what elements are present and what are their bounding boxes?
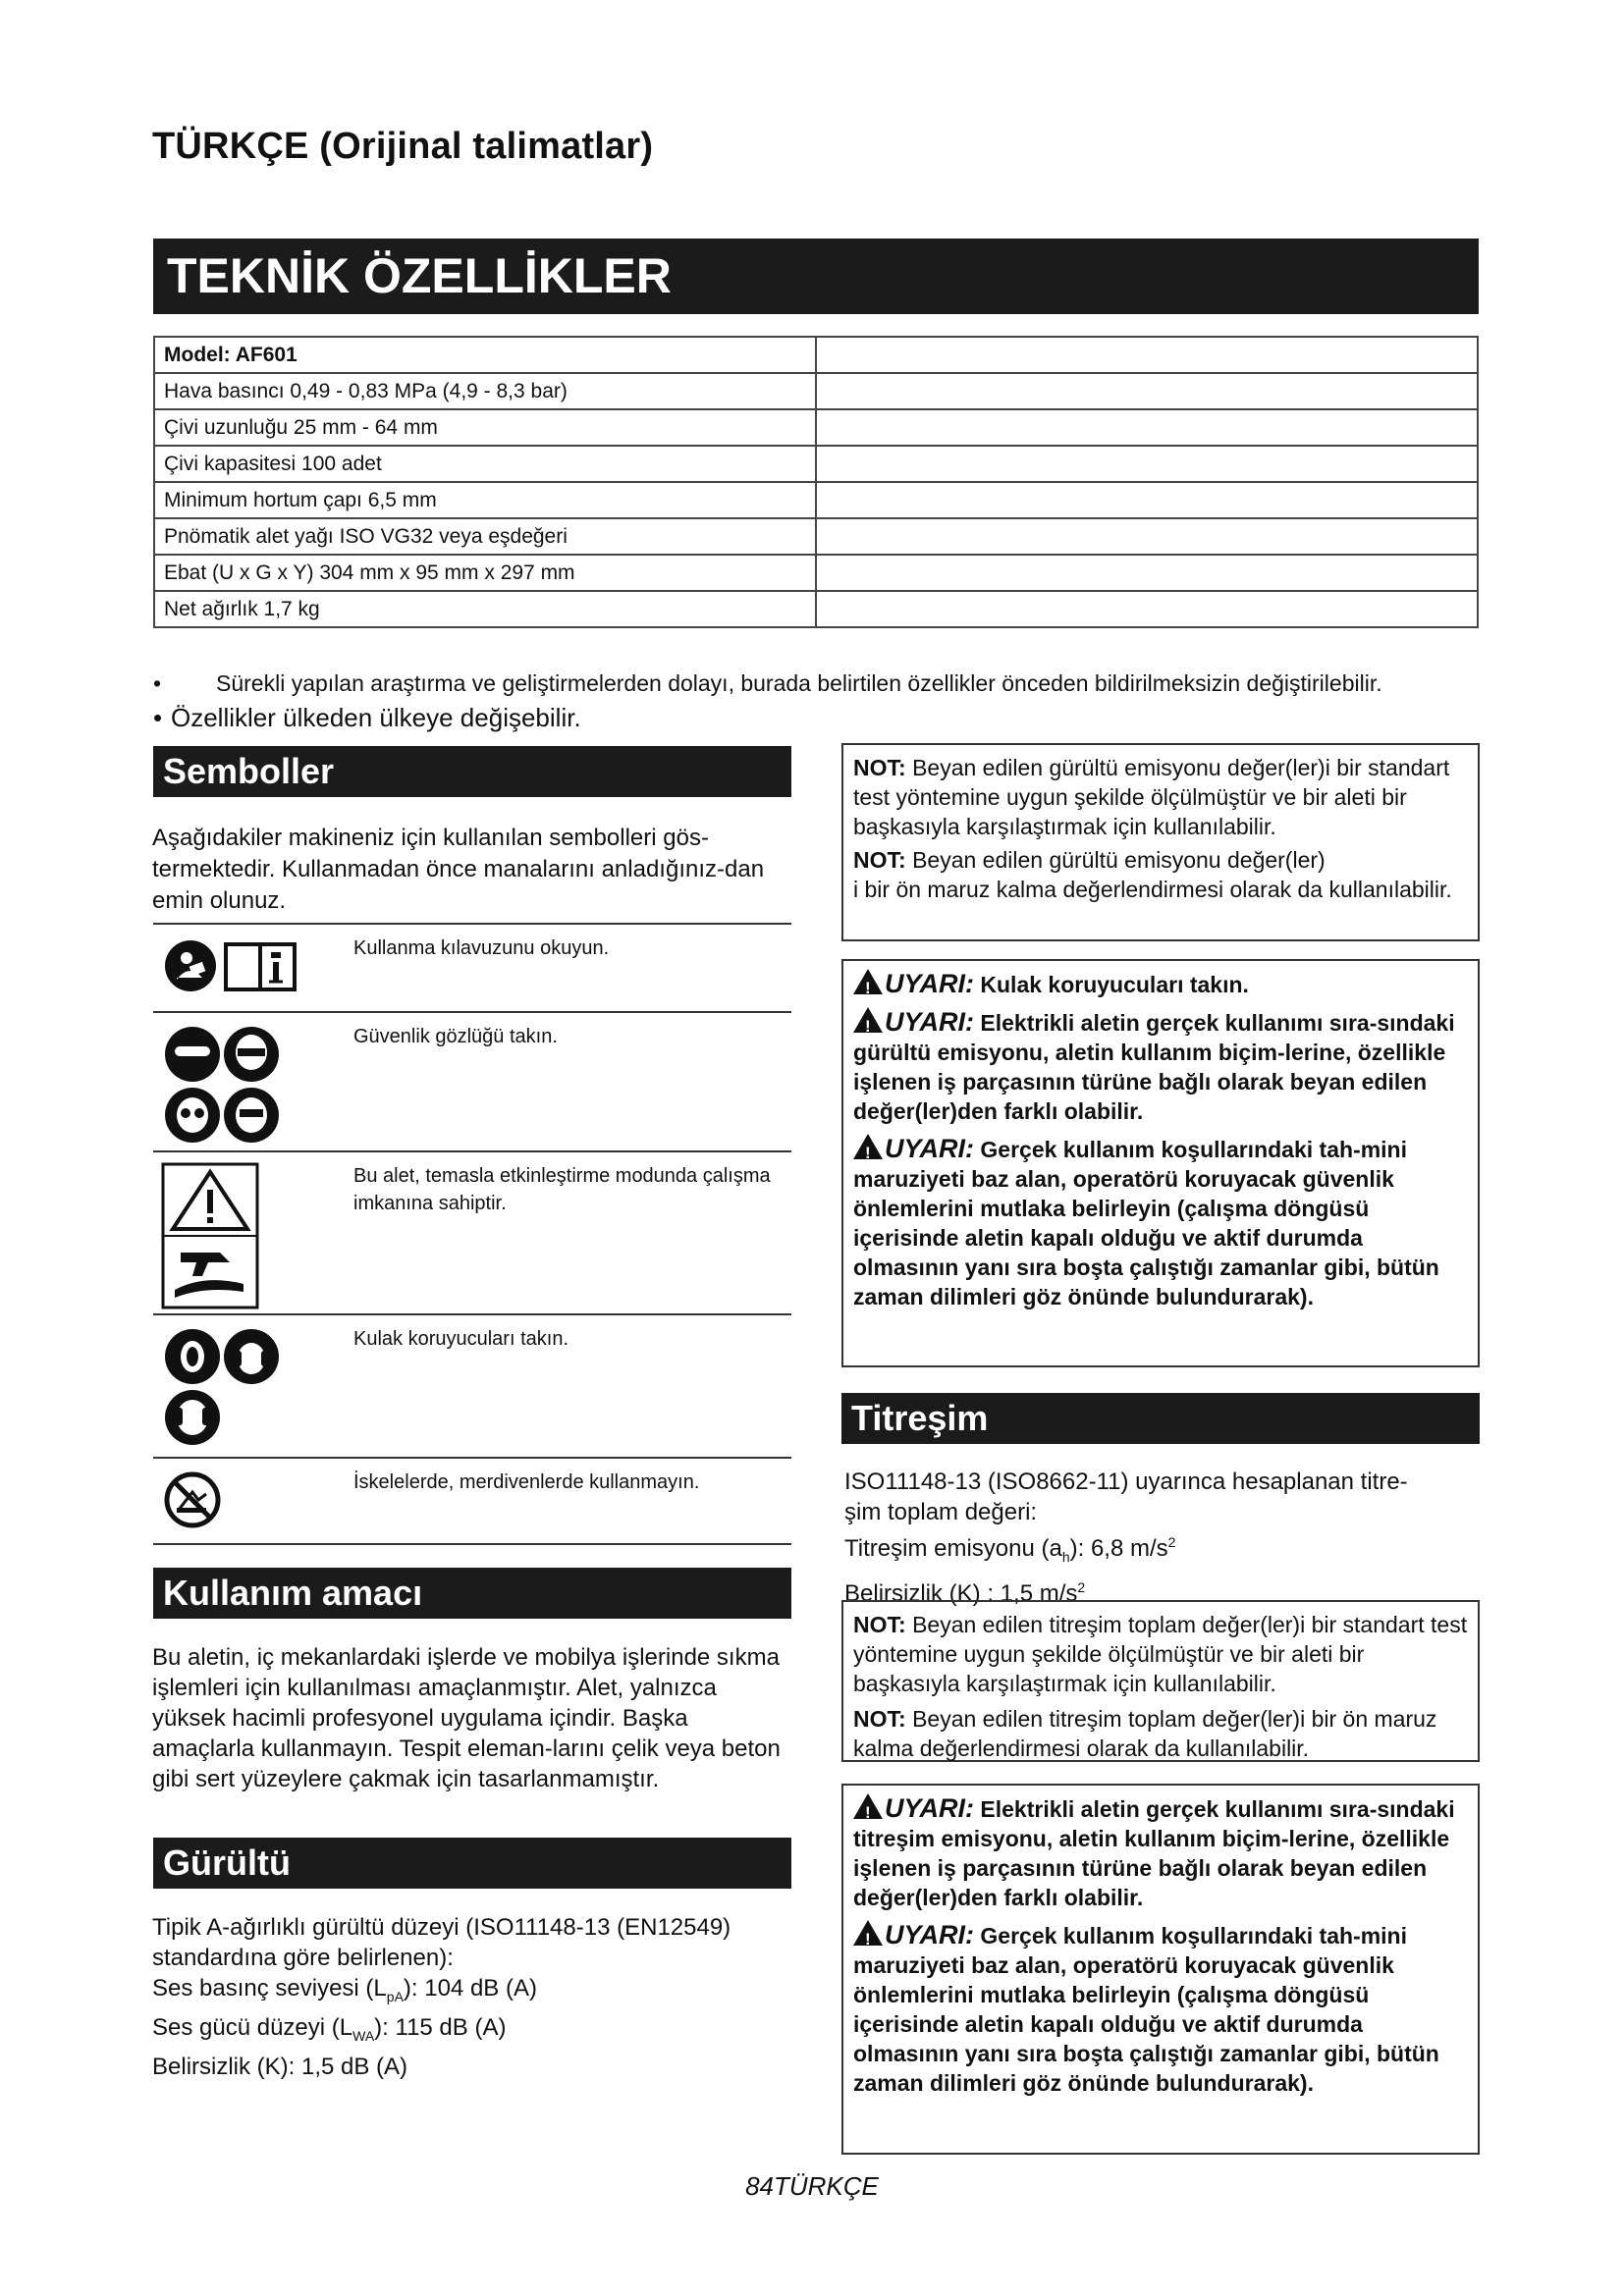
spec-empty-cell [816, 555, 1478, 591]
spec-empty-cell [816, 373, 1478, 409]
noise-warning-1 [853, 969, 1468, 999]
noise-uncertainty: Belirsizlik (K): 1,5 dB (A) [152, 2053, 408, 2080]
vibration-warning-2 [853, 1920, 1468, 2098]
symbols-intro: Aşağıdakiler makineniz için kullanılan sembolleri gös-termektedir. Kullanmadan önce manalarını anladığınız-dan emin olunuz. [152, 825, 765, 914]
no-scaffold-icon [161, 1468, 224, 1536]
noise-value: ): 104 dB (A) [403, 1975, 537, 2002]
symbol-text: Güvenlik gözlüğü takın. [353, 1026, 558, 1047]
bullet-dot: • [153, 703, 163, 732]
read-manual-icon [161, 934, 308, 1000]
warning-icon [853, 1920, 883, 1946]
note-text: Beyan edilen gürültü emisyonu değer(ler) [912, 847, 1326, 873]
vibration-heading: Titreşim [841, 1393, 1480, 1444]
safety-glasses-icon [161, 1023, 289, 1150]
spec-cell: Hava basıncı 0,49 - 0,83 MPa (4,9 - 8,3 bar) [154, 373, 816, 409]
spec-empty-cell [816, 518, 1478, 555]
spec-bullet-1 [153, 670, 1489, 697]
vibration-warning-1 [853, 1793, 1468, 1912]
spec-cell: Pnömatik alet yağı ISO VG32 veya eşdeğeri [154, 518, 816, 555]
warning-text: Gerçek kullanım koşullarındaki tah-mini maruziyeti baz alan, operatörü koruyacak güvenlik önlemlerini mutlaka belirleyin (çalışma döngüsü içerisinde aletin kapalı olduğu ve aktif durumda olmasının yanı sıra boşta çalıştığı zamanlar gibi, bütün zaman dilimleri göz önünde bulundurarak). [853, 1137, 1439, 1309]
spec-cell: Ebat (U x G x Y) 304 mm x 95 mm x 297 mm [154, 555, 816, 591]
noise-warning-box [841, 959, 1480, 1367]
symbols-heading: Semboller [153, 746, 791, 797]
warning-icon [853, 1793, 883, 1819]
table-row [154, 337, 1478, 373]
table-row [154, 482, 1478, 518]
spec-empty-cell [816, 337, 1478, 373]
intended-use-text: Bu aletin, iç mekanlardaki işlerde ve mobilya işlerinde sıkma işlemleri için kullanılması amaçlanmıştır. Alet, yalnızca yüksek hacimli profesyonel uygulama içindir. Başka amaçlarla kullanmayın. Tespit eleman-larını çelik veya beton gibi sert yüzeylere çakmak için tasarlanmamıştır. [152, 1644, 781, 1792]
vibration-line: ISO11148-13 (ISO8662-11) uyarınca hesaplanan titre- [844, 1468, 1408, 1495]
noise-label: Ses gücü düzeyi (L [152, 2013, 353, 2041]
noise-line: Tipik A-ağırlıklı gürültü düzeyi (ISO11148-13 (EN12549) [152, 1914, 731, 1941]
table-row [154, 591, 1478, 627]
symbol-text: Kulak koruyucuları takın. [353, 1328, 568, 1350]
specs-heading: TEKNİK ÖZELLİKLER [153, 239, 1479, 314]
warning-icon [853, 1134, 883, 1159]
vibration-value: Belirsizlik (K) : 1,5 m/s [844, 1579, 1078, 1607]
page-number: 84TÜRKÇE [745, 2171, 879, 2201]
contact-actuation-warning-icon [161, 1162, 259, 1314]
warning-icon [853, 1007, 883, 1033]
noise-text [152, 1912, 800, 2082]
page-language-title: TÜRKÇE (Orijinal talimatlar) [152, 126, 654, 167]
warning-label: UYARI: [885, 1920, 974, 1949]
subscript: pA [386, 1988, 404, 2004]
warning-label: UYARI: [885, 1134, 974, 1163]
table-row [154, 373, 1478, 409]
warning-text: Gerçek kullanım koşullarındaki tah-mini maruziyeti baz alan, operatörü koruyacak güvenlik önlemlerini mutlaka belirleyin (çalışma döngüsü içerisinde aletin kapalı olduğu ve aktif durumda olmasının yanı sıra boşta çalıştığı zamanlar gibi, bütün zaman dilimleri göz önünde bulundurarak). [853, 1923, 1439, 2096]
noise-label: Ses basınç seviyesi (L [152, 1975, 387, 2002]
bullet-text: Sürekli yapılan araştırma ve geliştirmelerden dolayı, burada belirtilen özellikler önceden bildirilmeksizin değiştirilebilir. [216, 670, 1382, 696]
warning-text: Elektrikli aletin gerçek kullanımı sıra-sındaki gürültü emisyonu, aletin kullanım biçim-lerine, özellikle işlenen iş parçasının türüne bağlı olarak beyan edilen değer(ler)den farklı olabilir. [853, 1010, 1455, 1124]
vibration-note-box [841, 1600, 1480, 1762]
table-row [154, 409, 1478, 446]
vibration-value: ): 6,8 m/s [1069, 1535, 1168, 1562]
note-label: NOT: [853, 1612, 906, 1637]
symbol-row [153, 1313, 791, 1459]
spec-empty-cell [816, 482, 1478, 518]
warning-label: UYARI: [885, 1007, 974, 1037]
vibration-text [844, 1467, 1483, 1609]
spec-cell: Model: AF601 [154, 337, 816, 373]
spec-cell: Çivi kapasitesi 100 adet [154, 446, 816, 482]
symbol-text: Bu alet, temasla etkinleştirme modunda çalışma imkanına sahiptir. [353, 1165, 771, 1214]
specs-table [153, 336, 1479, 628]
spec-empty-cell [816, 591, 1478, 627]
symbol-row [153, 923, 791, 1013]
note-label: NOT: [853, 1706, 906, 1732]
vibration-label: Titreşim emisyonu (a [844, 1535, 1062, 1562]
vibration-note-2 [853, 1704, 1468, 1763]
bullet-text: Özellikler ülkeden ülkeye değişebilir. [171, 703, 581, 732]
note-text: Beyan edilen titreşim toplam değer(ler)i bir standart test yöntemine uygun şekilde ölçülmüştür ve bir aleti bir başkasıyla karşılaştırmak için kullanılabilir. [853, 1612, 1468, 1696]
noise-value: ): 115 dB (A) [374, 2013, 507, 2041]
sound-power-level [152, 2012, 800, 2052]
table-row [154, 555, 1478, 591]
warning-text: Kulak koruyucuları takın. [980, 972, 1249, 997]
warning-text: Elektrikli aletin gerçek kullanımı sıra-sındaki titreşim emisyonu, aletin kullanım biçim-lerine, özellikle işlenen iş parçasının türüne bağlı olarak beyan edilen değer(ler)den farklı olabilir. [853, 1796, 1455, 1910]
spec-cell: Net ağırlık 1,7 kg [154, 591, 816, 627]
note-label: NOT: [853, 755, 906, 780]
noise-note-2 [853, 845, 1468, 904]
symbol-row [153, 1457, 791, 1545]
symbol-row [153, 1150, 791, 1315]
table-row [154, 518, 1478, 555]
note-text: Beyan edilen titreşim toplam değer(ler)i bir ön maruz kalma değerlendirmesi olarak da kullanılabilir. [853, 1706, 1437, 1761]
superscript: 2 [1167, 1534, 1176, 1550]
ear-protection-icon [161, 1325, 289, 1458]
noise-warning-3 [853, 1134, 1468, 1311]
noise-warning-2 [853, 1007, 1468, 1126]
spec-bullet-2 [153, 703, 581, 733]
sound-pressure-level [152, 1973, 800, 2012]
note-text: i bir ön maruz kalma değerlendirmesi olarak da kullanılabilir. [853, 877, 1452, 902]
noise-note-box [841, 743, 1480, 941]
subscript: h [1061, 1548, 1070, 1565]
vibration-line: şim toplam değeri: [844, 1499, 1038, 1525]
noise-line: standardına göre belirlenen): [152, 1945, 454, 1971]
superscript: 2 [1077, 1578, 1086, 1595]
symbol-row [153, 1011, 791, 1152]
symbol-text: İskelelerde, merdivenlerde kullanmayın. [353, 1471, 700, 1493]
vibration-warning-box [841, 1784, 1480, 2155]
symbol-text: Kullanma kılavuzunu okuyun. [353, 937, 610, 959]
subscript: WA [352, 2027, 375, 2044]
noise-note-1 [853, 753, 1468, 841]
bullet-dot: • [153, 670, 162, 696]
intended-use-heading: Kullanım amacı [153, 1568, 791, 1619]
warning-label: UYARI: [885, 1793, 974, 1823]
vibration-emission [844, 1527, 1483, 1573]
spec-empty-cell [816, 409, 1478, 446]
table-row [154, 446, 1478, 482]
noise-heading: Gürültü [153, 1838, 791, 1889]
spec-cell: Minimum hortum çapı 6,5 mm [154, 482, 816, 518]
note-text: Beyan edilen gürültü emisyonu değer(ler)i bir standart test yöntemine uygun şekilde ölçülmüştür ve bir aleti bir başkasıyla karşılaştırmak için kullanılabilir. [853, 755, 1450, 839]
warning-icon [853, 969, 883, 994]
spec-cell: Çivi uzunluğu 25 mm - 64 mm [154, 409, 816, 446]
note-label: NOT: [853, 847, 906, 873]
warning-label: UYARI: [885, 969, 974, 998]
spec-empty-cell [816, 446, 1478, 482]
vibration-note-1 [853, 1610, 1468, 1698]
